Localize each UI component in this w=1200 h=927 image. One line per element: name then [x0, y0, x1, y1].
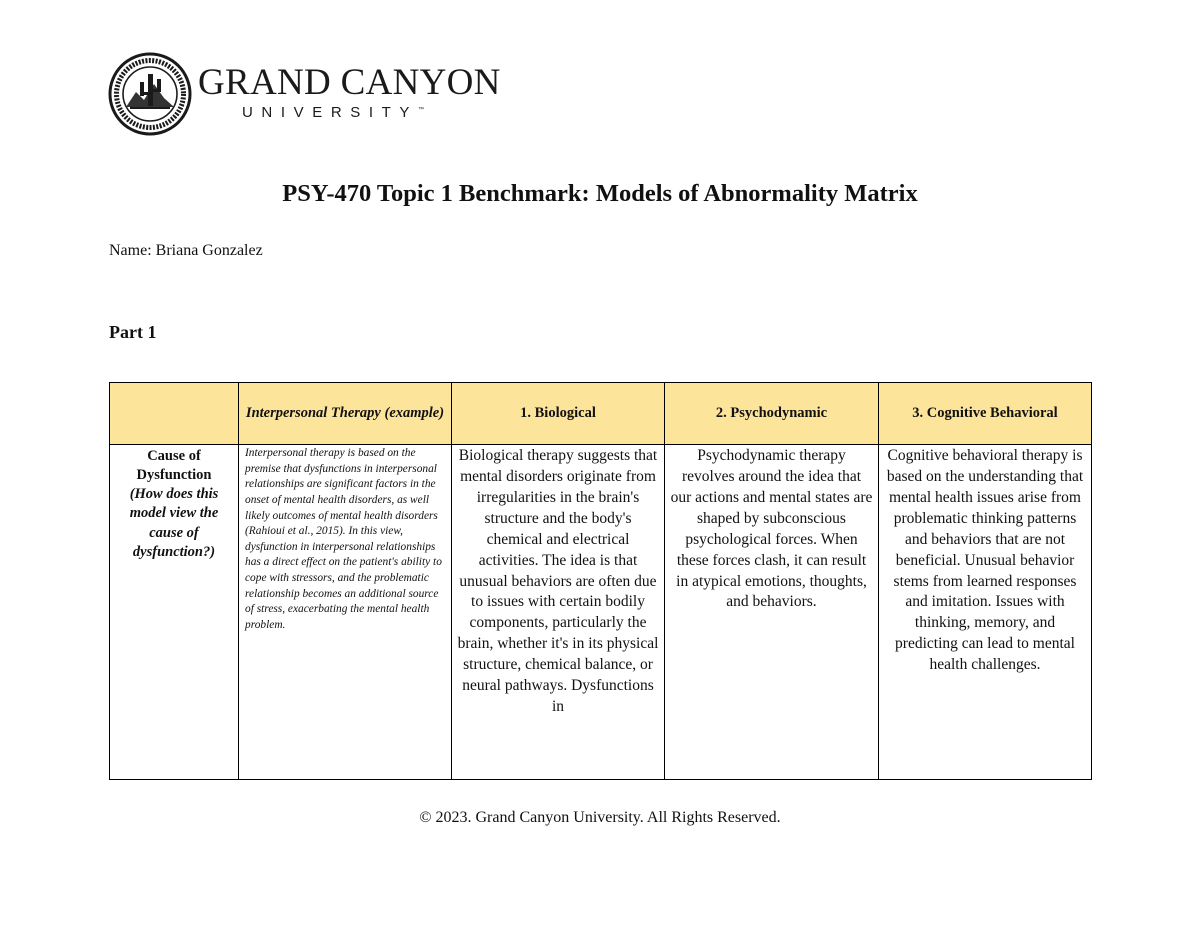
table-row: [110, 445, 1092, 780]
logo-wordmark-top: GRAND CANYON: [198, 61, 501, 103]
cognitive-behavioral-text: Cognitive behavioral therapy is based on the understanding that mental health issues arise from problematic thinking patterns and behaviors that are not beneficial. Unusual behavior stems from learned responses and imitation. Issues with thinking, memory, and predicting can lead to mental health challenges.: [886, 447, 1084, 674]
copyright-footer: © 2023. Grand Canyon University. All Rights Reserved.: [419, 809, 781, 826]
row-question: (How does this model view the cause of dysfunction?): [129, 486, 219, 560]
header-interpersonal-therapy: Interpersonal Therapy (example): [239, 383, 452, 445]
matrix-header-row: [110, 383, 1092, 445]
interpersonal-cell: [239, 445, 452, 780]
document-title: PSY-470 Topic 1 Benchmark: Models of Abnormality Matrix: [282, 180, 918, 207]
trademark-mark: ™: [418, 106, 425, 113]
header-biological: 1. Biological: [452, 383, 665, 445]
university-seal-icon: [108, 52, 192, 136]
row-label-cell: [110, 445, 239, 780]
student-name-line: Name: Briana Gonzalez: [109, 242, 263, 259]
biological-cell: [452, 445, 665, 780]
abnormality-matrix-table: [109, 382, 1092, 780]
interpersonal-text: Interpersonal therapy is based on the premise that dysfunctions in interpersonal relationships are significant factors in the onset of mental health disorders, as well likely outcomes of mental health disorders (Rahioui et al., 2015). In this view, dysfunction in interpersonal relationships has a direct effect on the patient's ability to cope with stressors, and the problematic relationship becomes an additional source of stress, exacerbating the mental health problem.: [245, 447, 442, 631]
header-psychodynamic: 2. Psychodynamic: [665, 383, 879, 445]
cognitive-behavioral-cell: [879, 445, 1092, 780]
logo-wordmark-bottom: UNIVERSITY™: [242, 103, 425, 121]
psychodynamic-cell: [665, 445, 879, 780]
header-cognitive-behavioral: 3. Cognitive Behavioral: [879, 383, 1092, 445]
header-blank-cell: [110, 383, 239, 445]
psychodynamic-text: Psychodynamic therapy revolves around the idea that our actions and mental states are shaped by subconscious psychological forces. When these forces clash, it can result in atypical emotions, thoughts, and behaviors.: [670, 447, 873, 611]
row-label: Cause of Dysfunction: [136, 448, 212, 484]
part-heading: Part 1: [109, 322, 157, 342]
gcu-logo: [108, 52, 501, 136]
biological-text: Biological therapy suggests that mental disorders originate from irregularities in the brain's structure and the body's chemical and electrical activities. The idea is that unusual behaviors are often due to issues with certain bodily components, particularly the brain, whether it's in its physical structure, chemical balance, or neural pathways. Dysfunctions in: [457, 447, 659, 716]
